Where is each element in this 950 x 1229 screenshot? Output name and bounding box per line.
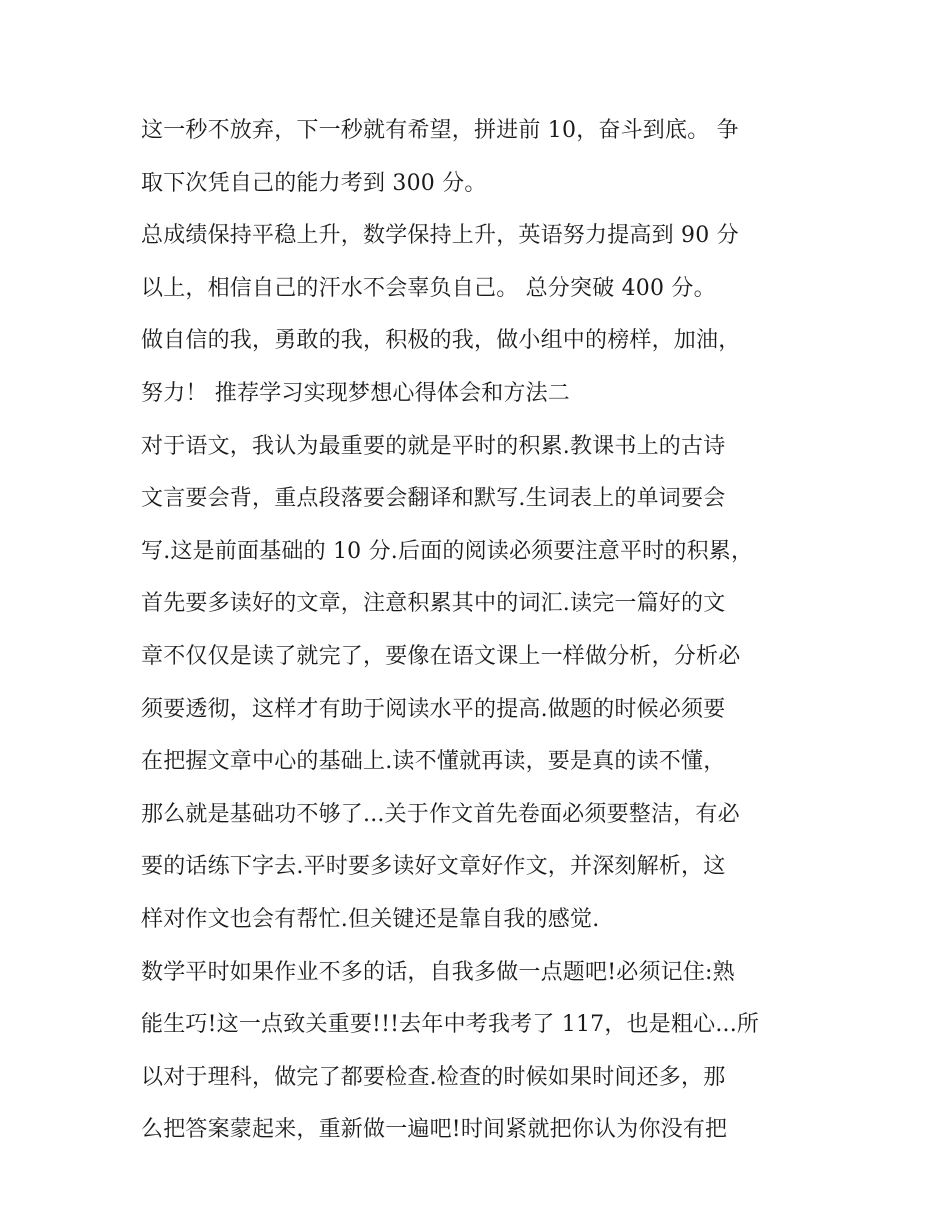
text-line: 章不仅仅是读了就完了，要像在语文课上一样做分析，分析必	[141, 643, 741, 669]
text-line: 取下次凭自己的能力考到 300 分。	[141, 170, 487, 196]
text-line: 做自信的我，勇敢的我，积极的我，做小组中的榜样，加油，	[141, 328, 741, 354]
text-line: 这一秒不放弃，下一秒就有希望，拼进前 10，奋斗到底。 争	[141, 118, 739, 143]
text-line: 要的话练下字去.平时要多读好文章好作文，并深刻解析，这	[141, 854, 726, 880]
text-line: 文言要会背，重点段落要会翻译和默写.生词表上的单词要会	[141, 486, 726, 512]
text-line: 么把答案蒙起来，重新做一遍吧!时间紧就把你认为你没有把	[141, 1117, 728, 1143]
document-body	[141, 108, 821, 1160]
text-line: 总成绩保持平稳上升，数学保持上升，英语努力提高到 90 分	[141, 223, 739, 249]
text-line: 须要透彻，这样才有助于阅读水平的提高.做题的时候必须要	[141, 696, 726, 722]
text-line: 数学平时如果作业不多的话，自我多做一点题吧!必须记住:熟	[141, 959, 735, 985]
text-line: 以上，相信自己的汗水不会辜负自己。 总分突破 400 分。	[141, 275, 716, 301]
text-line: 首先要多读好的文章，注意积累其中的词汇.读完一篇好的文	[141, 591, 726, 617]
text-line: 对于语文，我认为最重要的就是平时的积累.教课书上的古诗	[141, 433, 726, 459]
text-line: 努力！ 推荐学习实现梦想心得体会和方法二	[141, 380, 570, 406]
text-line: 以对于理科，做完了都要检查.检查的时候如果时间还多，那	[141, 1064, 726, 1090]
text-line: 样对作文也会有帮忙.但关键还是靠自我的感觉.	[141, 906, 600, 932]
text-line: 能生巧!这一点致关重要!!!去年中考我考了 117，也是粗心...所	[141, 1012, 760, 1038]
text-line: 写.这是前面基础的 10 分.后面的阅读必须要注意平时的积累，	[141, 538, 754, 564]
text-line: 在把握文章中心的基础上.读不懂就再读，要是真的读不懂，	[141, 749, 726, 775]
text-line: 那么就是基础功不够了...关于作文首先卷面必须要整洁，有必	[141, 801, 740, 827]
